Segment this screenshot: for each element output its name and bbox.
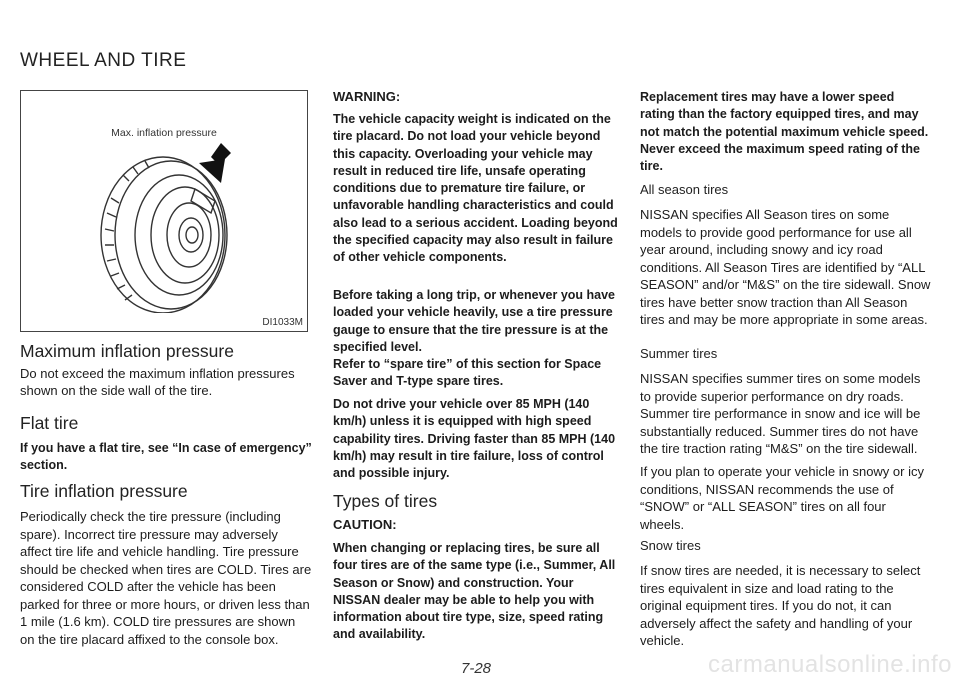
tire-inflation-heading: Tire inflation pressure [20,481,188,501]
flat-tire-heading: Flat tire [20,413,79,433]
flat-tire-text: If you have a flat tire, see “In case of emergency” section. [20,441,312,472]
watermark: carmanualsonline.info [708,651,952,678]
summer-text: NISSAN specifies summer tires on some models to provide superior performance on dry roads. Summer tire performance in snow and ice will be substantially reduced. Summer tires do not have the tire traction rating “M&S” on the tire sidewall. [640,371,921,456]
figure-caption: Max. inflation pressure [111,127,217,139]
summer-label: Summer tires [640,346,718,361]
section-header: WHEEL AND TIRE [20,50,187,71]
snowy-conditions-text: If you plan to operate your vehicle in snowy or icy conditions, NISSAN recommends the use of “SNOW” or “ALL SEASON” tires on all four wheels. [640,464,924,532]
snow-tires-label: Snow tires [640,538,701,553]
tire-inflation-text: Periodically check the tire pressure (including spare). Incorrect tire pressure may adversely affect tire life and vehicle handling. Tire pressure should be checked when tires are COLD. Tires are considered COLD after the vehicle has been parked for three or more hours, or driven less than 1 mile (1.6 km). COLD tire pressures are shown on the tire placard affixed to the console box. [20,509,312,647]
tire-figure [20,90,308,332]
all-season-text: NISSAN specifies All Season tires on some models to provide good performance for use all year around, including snowy and icy road conditions. All Season Tires are identified by “ALL SEASON” and/or “M&S” on the tire sidewall. Snow tires have better snow traction than All Season tires and may be more appropriate in some areas. [640,207,931,327]
long-trip-text: Before taking a long trip, or whenever you have loaded your vehicle heavily, use a tire pressure gauge to ensure that the tire pressure is at the specified level. [333,288,616,354]
replacement-tires-text: Replacement tires may have a lower speed rating than the factory equipped tires, and may not match the potential maximum vehicle speed. Never exceed the maximum speed rating of the tire. [640,90,929,174]
page-number: 7-28 [461,660,492,677]
speed-warning-text: Do not drive your vehicle over 85 MPH (140 km/h) unless it is equipped with high speed capability tires. Driving faster than 85 MPH (140 km/h) may result in tire failure, loss of control and possible injury. [333,397,616,481]
figure-code: DI1033M [262,317,303,328]
all-season-label: All season tires [640,182,729,197]
caution-title: CAUTION: [333,517,397,532]
warning-text: The vehicle capacity weight is indicated on the tire placard. Do not load your vehicle beyond this capacity. Overloading your vehicle may result in reduced tire life, unsafe operating conditions due to premature tire failure, or unfavorable handling characteristics and could also lead to a serious accident. Loading beyond the specified capacity may also result in failure of other vehicle components. [333,112,618,265]
caution-text: When changing or replacing tires, be sure all four tires are of the same type (i.e., Summer, All Season or Snow) and construction. Your NISSAN dealer may be able to help you with information about tire type, size, speed rating and availability. [333,541,616,642]
tire-illustration [71,143,261,313]
snow-tires-text: If snow tires are needed, it is necessary to select tires equivalent in size and load rating to the original equipment tires. If you do not, it can adversely affect the safety and handling of your vehicle. [640,563,921,648]
warning-title: WARNING: [333,89,401,104]
spare-tire-ref: Refer to “spare tire” of this section for Space Saver and T-type spare tires. [333,357,602,389]
max-inflation-heading: Maximum inflation pressure [20,341,234,361]
types-of-tires-heading: Types of tires [333,491,438,511]
max-inflation-text: Do not exceed the maximum inflation pressures shown on the side wall of the tire. [20,366,295,398]
